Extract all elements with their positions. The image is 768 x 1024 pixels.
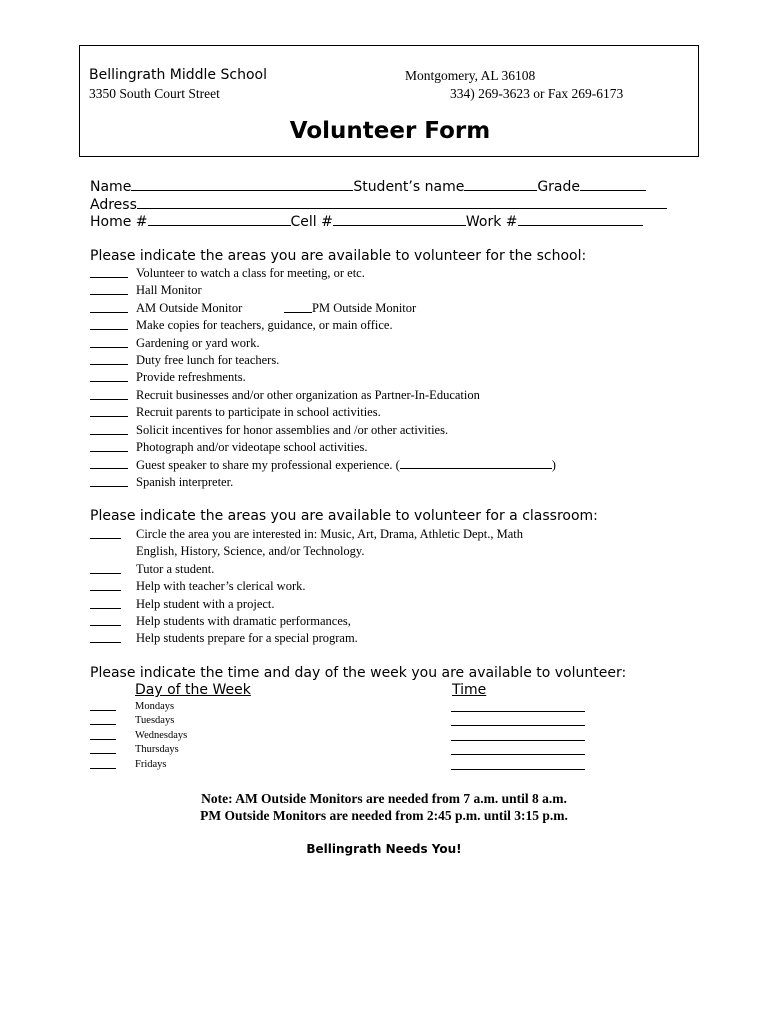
time-column-header: Time bbox=[452, 682, 487, 698]
checkbox-blank[interactable] bbox=[90, 631, 121, 643]
checkbox-blank[interactable] bbox=[90, 701, 116, 711]
home-phone-field[interactable] bbox=[148, 212, 291, 226]
header-box bbox=[79, 45, 699, 157]
address-label: Adress bbox=[90, 197, 137, 213]
list-item: Tutor a student. bbox=[90, 562, 121, 579]
time-section-heading: Please indicate the time and day of the week you are available to volunteer: bbox=[90, 665, 627, 681]
student-name-field[interactable] bbox=[464, 177, 537, 191]
list-item: Photograph and/or videotape school activities. bbox=[90, 440, 128, 457]
time-field[interactable] bbox=[451, 701, 585, 712]
time-field[interactable] bbox=[451, 715, 585, 726]
checkbox-blank[interactable] bbox=[90, 562, 121, 574]
school-section-heading: Please indicate the areas you are available to volunteer for the school: bbox=[90, 248, 587, 264]
checkbox-blank[interactable] bbox=[90, 353, 128, 365]
grade-label: Grade bbox=[537, 179, 581, 195]
address-row bbox=[90, 195, 667, 213]
name-row bbox=[90, 177, 646, 195]
table-row: Fridays bbox=[90, 759, 116, 773]
checkbox-blank[interactable] bbox=[90, 440, 128, 452]
day-column-header: Day of the Week bbox=[135, 682, 251, 698]
school-city: Montgomery, AL 36108 bbox=[405, 68, 536, 83]
checkbox-blank[interactable] bbox=[90, 730, 116, 740]
checkbox-blank[interactable] bbox=[90, 318, 128, 330]
home-label: Home # bbox=[90, 214, 148, 230]
time-field[interactable] bbox=[451, 744, 585, 755]
checkbox-blank[interactable] bbox=[90, 423, 128, 435]
list-item: Recruit parents to participate in school activities. bbox=[90, 405, 128, 422]
list-item: Gardening or yard work. bbox=[90, 336, 128, 353]
checkbox-blank[interactable] bbox=[90, 744, 116, 754]
checkbox-blank[interactable] bbox=[90, 388, 128, 400]
table-row: Wednesdays bbox=[90, 730, 116, 744]
classroom-volunteer-list bbox=[90, 527, 524, 649]
list-item: Spanish interpreter. bbox=[90, 475, 128, 492]
checkbox-blank[interactable] bbox=[90, 457, 128, 469]
name-field[interactable] bbox=[131, 177, 353, 191]
checkbox-blank[interactable] bbox=[90, 283, 128, 295]
table-row: Thursdays bbox=[90, 744, 116, 758]
note-line-2: PM Outside Monitors are needed from 2:45 p.m. until 3:15 p.m. bbox=[200, 808, 568, 823]
work-phone-field[interactable] bbox=[518, 212, 643, 226]
checkbox-blank[interactable] bbox=[90, 475, 128, 487]
list-item-continued: English, History, Science, and/or Technology. bbox=[136, 544, 365, 559]
checkbox-blank[interactable] bbox=[90, 301, 128, 313]
list-item: Help with teacher’s clerical work. bbox=[90, 579, 121, 596]
pm-monitor-label: PM Outside Monitor bbox=[312, 300, 417, 315]
checkbox-blank[interactable] bbox=[90, 266, 128, 278]
time-field[interactable] bbox=[451, 730, 585, 741]
list-item: Provide refreshments. bbox=[90, 370, 128, 387]
pm-monitor-blank[interactable] bbox=[284, 301, 312, 313]
checkbox-blank[interactable] bbox=[90, 597, 121, 609]
checkbox-blank[interactable] bbox=[90, 579, 121, 591]
cell-phone-field[interactable] bbox=[333, 212, 466, 226]
table-row: Mondays bbox=[90, 701, 116, 715]
list-item: Circle the area you are interested in: Music, Art, Drama, Athletic Dept., Math bbox=[90, 527, 121, 544]
form-title: Volunteer Form bbox=[289, 118, 491, 144]
checkbox-blank[interactable] bbox=[90, 405, 128, 417]
list-item: Help students with dramatic performances, bbox=[90, 614, 121, 631]
list-item: Solicit incentives for honor assemblies and /or other activities. bbox=[90, 423, 128, 440]
name-label: Name bbox=[90, 179, 132, 195]
list-item: AM Outside Monitor PM Outside Monitor bbox=[90, 301, 128, 318]
list-item: Make copies for teachers, guidance, or main office. bbox=[90, 318, 128, 335]
guest-speaker-label: Guest speaker to share my professional experience. ( bbox=[136, 458, 400, 473]
list-item: Hall Monitor bbox=[90, 283, 128, 300]
table-row: Tuesdays bbox=[90, 715, 116, 729]
list-item: Recruit businesses and/or other organization as Partner-In-Education bbox=[90, 388, 128, 405]
checkbox-blank[interactable] bbox=[90, 759, 116, 769]
time-field[interactable] bbox=[451, 759, 585, 770]
checkbox-blank[interactable] bbox=[90, 527, 121, 539]
guest-speaker-field[interactable] bbox=[400, 457, 552, 469]
closing-line: Bellingrath Needs You! bbox=[306, 842, 462, 856]
school-volunteer-list bbox=[90, 266, 556, 492]
classroom-section-heading: Please indicate the areas you are available to volunteer for a classroom: bbox=[90, 508, 598, 524]
note-line-1: Note: AM Outside Monitors are needed from 7 a.m. until 8 a.m. bbox=[201, 791, 567, 806]
availability-list bbox=[90, 701, 188, 773]
list-item: Duty free lunch for teachers. bbox=[90, 353, 128, 370]
checkbox-blank[interactable] bbox=[90, 715, 116, 725]
checkbox-blank[interactable] bbox=[90, 370, 128, 382]
checkbox-blank[interactable] bbox=[90, 614, 121, 626]
school-street: 3350 South Court Street bbox=[89, 86, 220, 101]
school-phone: 334) 269-3623 or Fax 269-6173 bbox=[450, 86, 624, 101]
checkbox-blank[interactable] bbox=[90, 336, 128, 348]
cell-label: Cell # bbox=[290, 214, 333, 230]
list-item: Help students prepare for a special program. bbox=[90, 631, 121, 648]
list-item: Volunteer to watch a class for meeting, or etc. bbox=[90, 266, 128, 283]
list-item bbox=[90, 457, 556, 474]
student-name-label: Student’s name bbox=[353, 179, 465, 195]
grade-field[interactable] bbox=[580, 177, 646, 191]
work-label: Work # bbox=[465, 214, 518, 230]
school-name: Bellingrath Middle School bbox=[89, 67, 267, 83]
list-item: Help student with a project. bbox=[90, 597, 121, 614]
address-field[interactable] bbox=[137, 195, 667, 209]
guest-speaker-close: ) bbox=[551, 458, 556, 473]
phone-row bbox=[90, 212, 643, 230]
